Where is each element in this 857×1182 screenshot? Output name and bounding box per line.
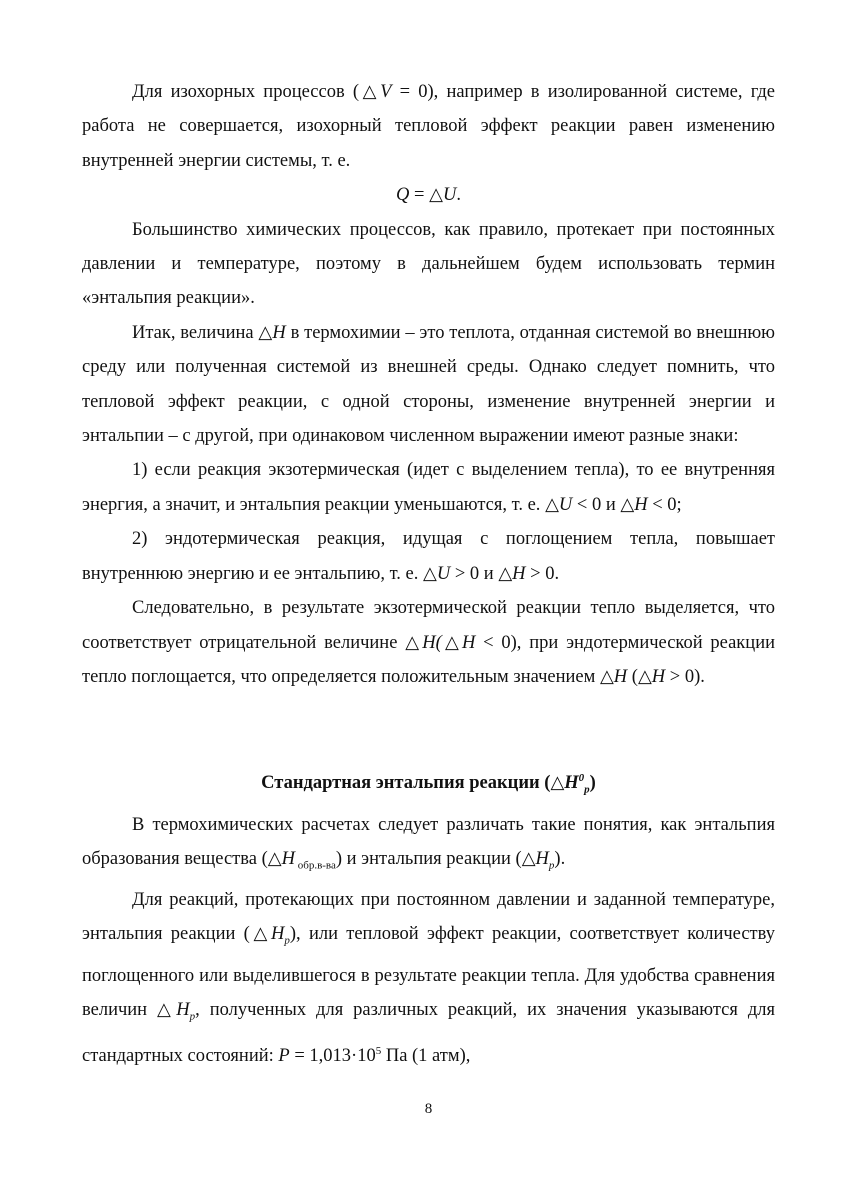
- delta-icon: △: [521, 847, 536, 869]
- delta-icon: △: [359, 81, 381, 102]
- delta-icon: △: [545, 493, 559, 515]
- delta-icon: △: [498, 562, 513, 584]
- paragraph-thermochemical: В термохимических расчетах следует различать такие понятия, как энтальпия образования вещества (△H $_{обр.в-ва}$) и энтальпия реакции $(\triangle H_p)$.: [82, 814, 775, 872]
- paragraph-delta-h: Итак, величина △H в термохимии – это теплота, отданная системой во внешнюю среду или полученная системой из внешней среды. Однако следует помнить, что тепловой эффект реакции, с одной стороны, изменение внутренней энергии и энтальпии – с другой, при одинаковом численном выражении имеют разные знаки:: [82, 321, 776, 447]
- paragraph-consequently: Следовательно, в результате экзотермической реакции тепло выделяется, что соответствует отрицательной величине △H(△H < 0), при эндотермической реакции тепло поглощается, что определяется положительным значением △H (△H > 0).: [82, 598, 775, 687]
- delta-icon: △: [405, 631, 423, 653]
- delta-icon: △: [423, 562, 437, 584]
- delta-icon: △: [599, 665, 614, 687]
- delta-icon: △: [267, 847, 282, 869]
- delta-icon: △: [249, 923, 271, 945]
- paragraph-standard-states: Для реакций, протекающих при постоянном давлении и заданной температуре, энтальпия реакции $(\triangle H_p)$, или тепловой эффект реакции, соответствует количеству поглощенного или выделившегося в результате реакции тепла. Для удобства сравнения величин $\triangle H_p$, полученных для различных реакций, их значения указываются для стандартных состояний: $P = 1,013\cdot 10^5$ Па (1 атм),: [82, 890, 776, 1067]
- page-number: 8: [424, 1101, 433, 1117]
- delta-icon: △: [258, 321, 273, 343]
- section-spacer: [82, 694, 775, 761]
- delta-icon: △: [637, 665, 652, 687]
- delta-icon: △: [620, 493, 635, 515]
- delta-icon: △: [441, 631, 462, 653]
- paragraph-isochoric: Для изохорных процессов (△V = 0), например в изолированной системе, где работа не совершается, изохорный тепловой эффект реакции равен изменению внутренней энергии системы, т. е.: [82, 81, 776, 171]
- list-item-endothermic: 2) эндотермическая реакция, идущая с поглощением тепла, повышает внутреннюю энергию и ее энтальпию, т. е. △U > 0 и △H > 0.: [82, 529, 775, 584]
- section-heading: Стандартная энтальпия реакции $(\triangle H^0_p)$: [261, 772, 596, 797]
- formula-q-du: Q = △U.: [396, 184, 461, 206]
- paragraph-enthalpy-term: Большинство химических процессов, как правило, протекает при постоянных давлении и температуре, поэтому в дальнейшем будем использовать термин «энтальпия реакции».: [82, 219, 775, 309]
- list-item-exothermic: 1) если реакция экзотермическая (идет с выделением тепла), то ее внутренняя энергия, а значит, и энтальпия реакции уменьшаются, т. е. △U < 0 и △H < 0;: [82, 460, 775, 515]
- page-body: [82, 75, 775, 1074]
- delta-icon: △: [157, 998, 177, 1020]
- delta-icon: △: [550, 772, 565, 794]
- delta-icon: △: [429, 184, 443, 206]
